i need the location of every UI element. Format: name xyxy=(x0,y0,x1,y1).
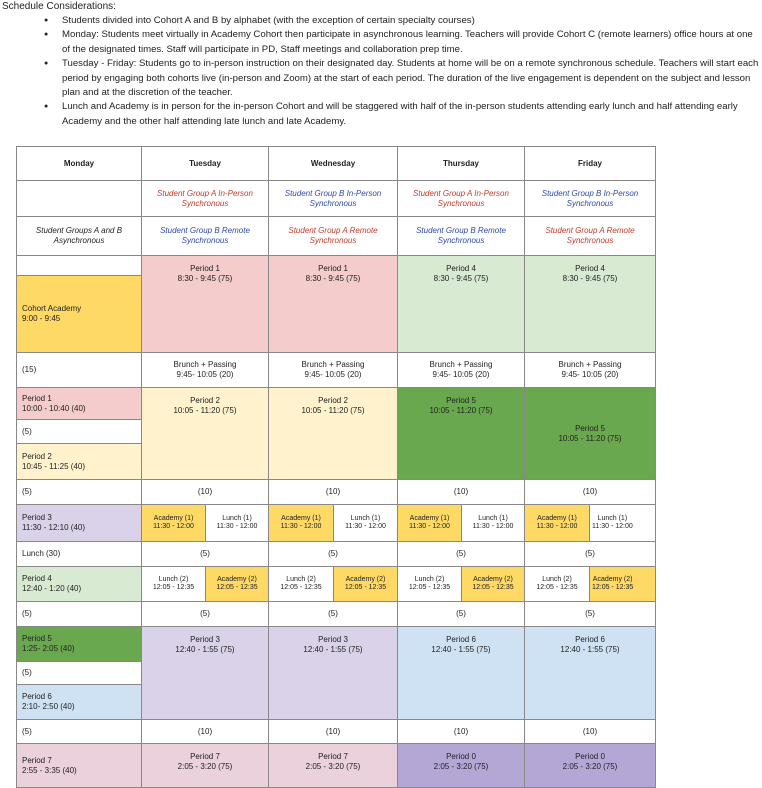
wednesday-inperson: Student Group B In-Person Synchronous xyxy=(268,180,398,217)
note-item: ● Students divided into Cohort A and B by alphabet (with the exception of certain specialty courses) xyxy=(62,14,762,28)
note-item: ● Tuesday - Friday: Students go to in-person instruction on their designated day. Students at home will be on a remote synchronous schedule. Teachers will start each period by engaging both cohorts live (in-person and Zoom) at the start of each period. The duration of the live engagement is dependent on the subject and lesson plan and at the discretion of the teacher. xyxy=(62,57,762,100)
monday-period-4: Period 4 12:40 - 1:20 (40) xyxy=(16,566,142,602)
tuesday-brunch: Brunch + Passing 9:45- 10:05 (20) xyxy=(141,352,269,388)
friday-gap-10a: (10) xyxy=(524,479,656,505)
tuesday-block-d: Period 7 2:05 - 3:20 (75) xyxy=(141,743,269,788)
tuesday-academy-1: Academy (1) 11:30 - 12:00 xyxy=(141,504,206,542)
wednesday-block-a: Period 1 8:30 - 9:45 (75) xyxy=(268,255,398,353)
monday-lunch: Lunch (30) xyxy=(16,541,142,567)
friday-gap-5a: (5) xyxy=(524,541,656,567)
friday-lunch-2: Lunch (2) 12:05 - 12:35 xyxy=(524,566,590,602)
note-item: ● Monday: Students meet virtually in Academy Cohort then participate in asynchronous learning. Teachers will provide Cohort C (remote learners) office hours at one of the designated times. Staff will participate in PD, Staff meetings and collaboration prep time. xyxy=(62,28,762,57)
tuesday-remote: Student Group B Remote Synchronous xyxy=(141,216,269,256)
wednesday-academy-2: Academy (2) 12:05 - 12:35 xyxy=(333,566,398,602)
tuesday-lunch-1: Lunch (1) 11:30 - 12:00 xyxy=(205,504,269,542)
thursday-block-c: Period 6 12:40 - 1:55 (75) xyxy=(397,626,525,720)
friday-block-b: Period 5 10:05 - 11:20 (75) xyxy=(524,387,656,480)
friday-block-d: Period 0 2:05 - 3:20 (75) xyxy=(524,743,656,788)
monday-period-5: Period 5 1:25- 2:05 (40) xyxy=(16,626,142,662)
header-tuesday: Tuesday xyxy=(141,146,269,181)
wednesday-gap-10b: (10) xyxy=(268,719,398,744)
schedule-table xyxy=(16,146,656,786)
thursday-block-a: Period 4 8:30 - 9:45 (75) xyxy=(397,255,525,353)
friday-gap-10b: (10) xyxy=(524,719,656,744)
header-monday: Monday xyxy=(16,146,142,181)
wednesday-lunch-2: Lunch (2) 12:05 - 12:35 xyxy=(268,566,334,602)
monday-blank-2 xyxy=(16,255,142,276)
thursday-academy-1: Academy (1) 11:30 - 12:00 xyxy=(397,504,462,542)
header-friday: Friday xyxy=(524,146,656,181)
monday-period-3: Period 3 11:30 - 12:10 (40) xyxy=(16,504,142,542)
tuesday-gap-5b: (5) xyxy=(141,601,269,627)
monday-groups: Student Groups A and B Asynchronous xyxy=(16,216,142,256)
monday-gap-5c: (5) xyxy=(16,601,142,627)
thursday-lunch-2: Lunch (2) 12:05 - 12:35 xyxy=(397,566,462,602)
monday-gap-5a: (5) xyxy=(16,419,142,444)
monday-gap-5d: (5) xyxy=(16,661,142,685)
wednesday-block-c: Period 3 12:40 - 1:55 (75) xyxy=(268,626,398,720)
friday-gap-5b: (5) xyxy=(524,601,656,627)
notes-title: Schedule Considerations: xyxy=(2,1,116,12)
friday-academy-2: Academy (2) 12:05 - 12:35 xyxy=(589,566,656,602)
friday-block-c: Period 6 12:40 - 1:55 (75) xyxy=(524,626,656,720)
thursday-gap-5a: (5) xyxy=(397,541,525,567)
header-wednesday: Wednesday xyxy=(268,146,398,181)
monday-cohort-academy: Cohort Academy 9:00 - 9:45 xyxy=(16,275,142,353)
monday-period-6: Period 6 2:10- 2:50 (40) xyxy=(16,684,142,720)
monday-gap-5b: (5) xyxy=(16,479,142,505)
thursday-block-d: Period 0 2:05 - 3:20 (75) xyxy=(397,743,525,788)
tuesday-gap-5a: (5) xyxy=(141,541,269,567)
wednesday-block-d: Period 7 2:05 - 3:20 (75) xyxy=(268,743,398,788)
thursday-inperson: Student Group A In-Person Synchronous xyxy=(397,180,525,217)
wednesday-gap-5b: (5) xyxy=(268,601,398,627)
tuesday-block-b: Period 2 10:05 - 11:20 (75) xyxy=(141,387,269,480)
wednesday-gap-10a: (10) xyxy=(268,479,398,505)
tuesday-lunch-2: Lunch (2) 12:05 - 12:35 xyxy=(141,566,206,602)
friday-inperson: Student Group B In-Person Synchronous xyxy=(524,180,656,217)
wednesday-block-b: Period 2 10:05 - 11:20 (75) xyxy=(268,387,398,480)
wednesday-remote: Student Group A Remote Synchronous xyxy=(268,216,398,256)
wednesday-academy-1: Academy (1) 11:30 - 12:00 xyxy=(268,504,334,542)
friday-remote: Student Group A Remote Synchronous xyxy=(524,216,656,256)
note-item: ● Lunch and Academy is in person for the in-person Cohort and will be staggered with half of the in-person students attending early lunch and half attending early Academy and the other half attending late lunch and late Academy. xyxy=(62,100,762,129)
wednesday-gap-5a: (5) xyxy=(268,541,398,567)
thursday-block-b: Period 5 10:05 - 11:20 (75) xyxy=(397,387,525,480)
tuesday-block-a: Period 1 8:30 - 9:45 (75) xyxy=(141,255,269,353)
notes-list xyxy=(0,14,762,129)
friday-brunch: Brunch + Passing 9:45- 10:05 (20) xyxy=(524,352,656,388)
friday-lunch-1: Lunch (1) 11:30 - 12:00 xyxy=(589,504,656,542)
tuesday-inperson: Student Group A In-Person Synchronous xyxy=(141,180,269,217)
monday-gap-15: (15) xyxy=(16,352,142,388)
thursday-remote: Student Group B Remote Synchronous xyxy=(397,216,525,256)
thursday-gap-10b: (10) xyxy=(397,719,525,744)
tuesday-gap-10a: (10) xyxy=(141,479,269,505)
friday-block-a: Period 4 8:30 - 9:45 (75) xyxy=(524,255,656,353)
monday-gap-5e: (5) xyxy=(16,719,142,744)
thursday-lunch-1: Lunch (1) 11:30 - 12:00 xyxy=(461,504,525,542)
tuesday-block-c: Period 3 12:40 - 1:55 (75) xyxy=(141,626,269,720)
header-thursday: Thursday xyxy=(397,146,525,181)
monday-blank xyxy=(16,180,142,217)
thursday-gap-5b: (5) xyxy=(397,601,525,627)
wednesday-lunch-1: Lunch (1) 11:30 - 12:00 xyxy=(333,504,398,542)
friday-academy-1: Academy (1) 11:30 - 12:00 xyxy=(524,504,590,542)
tuesday-academy-2: Academy (2) 12:05 - 12:35 xyxy=(205,566,269,602)
monday-period-7: Period 7 2:55 - 3:35 (40) xyxy=(16,743,142,788)
monday-period-1: Period 1 10:00 - 10:40 (40) xyxy=(16,387,142,420)
thursday-gap-10a: (10) xyxy=(397,479,525,505)
thursday-brunch: Brunch + Passing 9:45- 10:05 (20) xyxy=(397,352,525,388)
schedule-considerations xyxy=(0,0,759,148)
wednesday-brunch: Brunch + Passing 9:45- 10:05 (20) xyxy=(268,352,398,388)
thursday-academy-2: Academy (2) 12:05 - 12:35 xyxy=(461,566,525,602)
monday-period-2: Period 2 10:45 - 11:25 (40) xyxy=(16,443,142,480)
tuesday-gap-10b: (10) xyxy=(141,719,269,744)
